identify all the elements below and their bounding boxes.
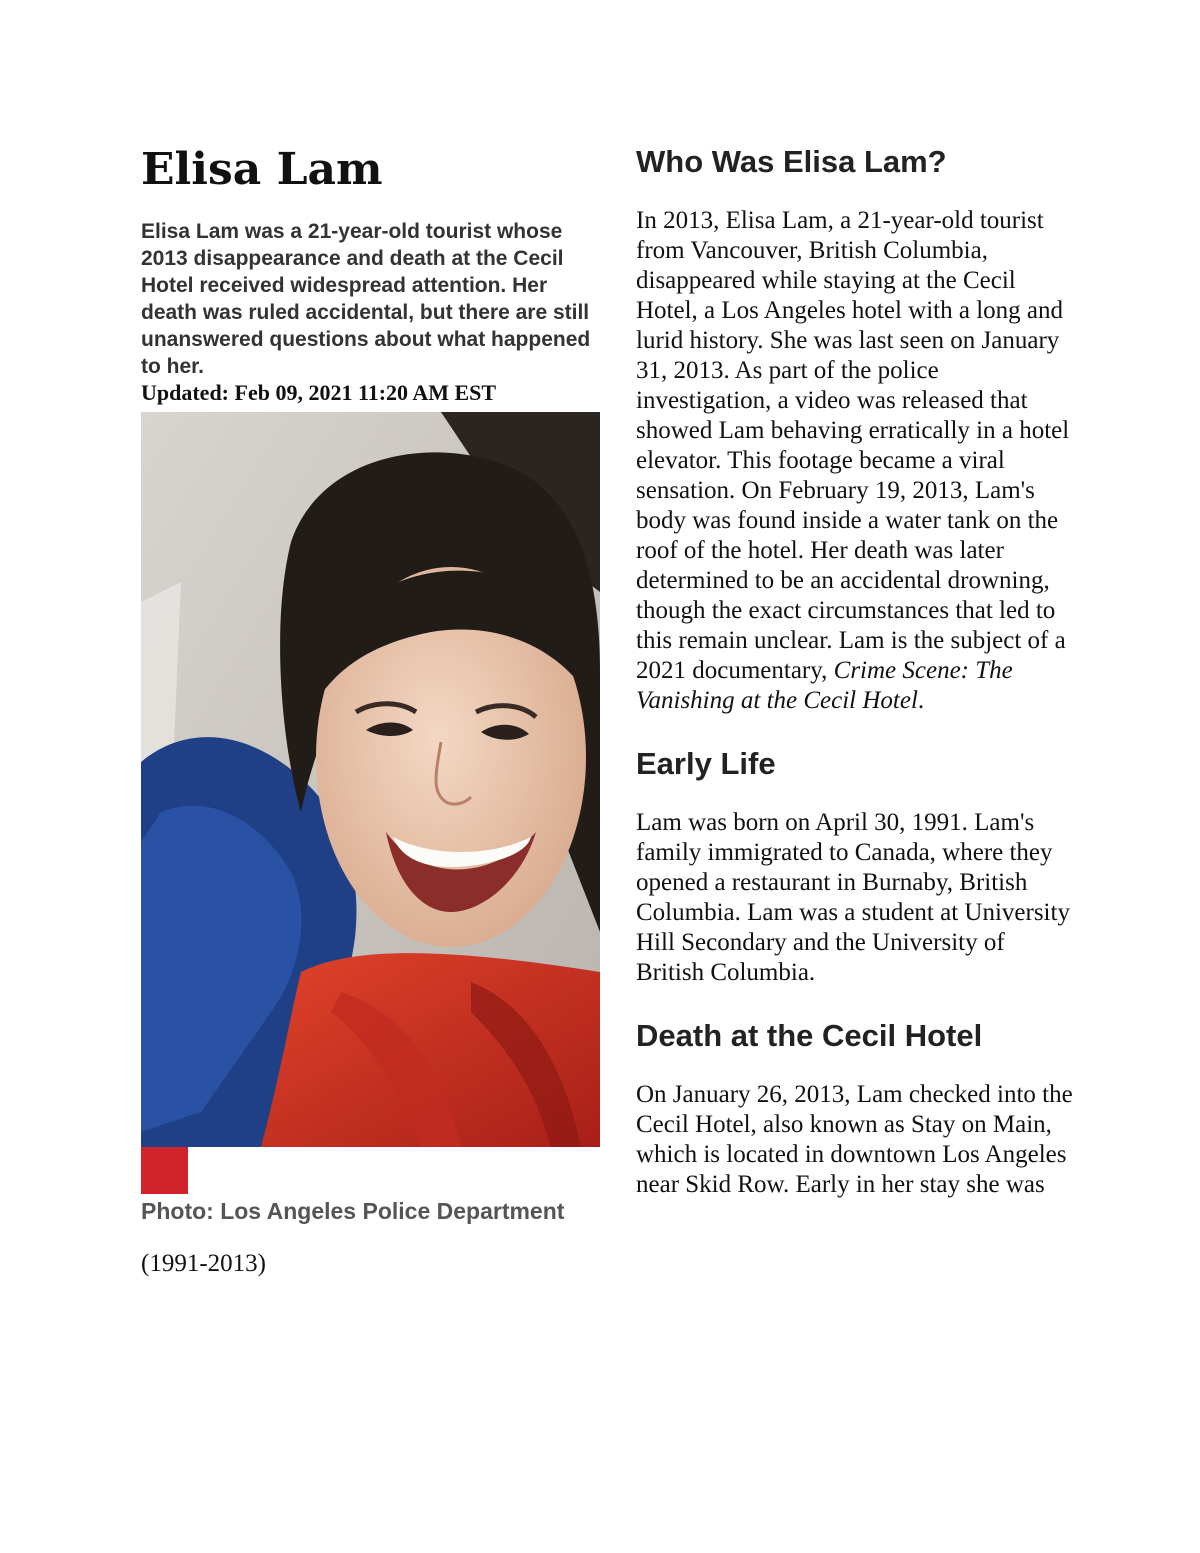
body-text-span: . bbox=[917, 687, 925, 714]
lifespan: (1991-2013) bbox=[141, 1250, 266, 1277]
section-body-who-was bbox=[636, 206, 1076, 716]
article-column bbox=[636, 142, 1076, 1228]
profile-column bbox=[141, 140, 601, 1279]
portrait-illustration bbox=[141, 412, 600, 1147]
section-heading-early-life: Early Life bbox=[636, 746, 776, 781]
section-heading-death: Death at the Cecil Hotel bbox=[636, 1018, 983, 1053]
updated-timestamp: Updated: Feb 09, 2021 11:20 AM EST bbox=[141, 380, 497, 405]
section-body-death: On January 26, 2013, Lam checked into the Cecil Hotel, also known as Stay on Main, which is located in downtown Los Angeles near Skid Row. Early in her stay she was bbox=[636, 1081, 1073, 1198]
section-body-early-life: Lam was born on April 30, 1991. Lam's family immigrated to Canada, where they opened a restaurant in Burnaby, British Columbia. Lam was a student at University Hill Secondary and the University of British Columbia. bbox=[636, 809, 1070, 986]
body-text-span: In 2013, Elisa Lam, a 21-year-old tourist from Vancouver, British Columbia, disappeared while staying at the Cecil Hotel, a Los Angeles hotel with a long and lurid history. She was last seen on January 31, 2013. As part of the police investigation, a video was released that showed Lam behaving erratically in a hotel elevator. This footage became a viral sensation. On February 19, 2013, Lam's body was found inside a water tank on the roof of the hotel. Her death was later determined to be an accidental drowning, though the exact circumstances that led to this remain unclear. Lam is the subject of a 2021 documentary, bbox=[636, 207, 1070, 684]
portrait-photo bbox=[141, 412, 600, 1147]
photo-credit: Photo: Los Angeles Police Department bbox=[141, 1198, 565, 1224]
page-title: Elisa Lam bbox=[141, 144, 383, 195]
accent-square bbox=[141, 1147, 188, 1194]
profile-summary: Elisa Lam was a 21-year-old tourist whose 2013 disappearance and death at the Cecil Hotel received widespread attention. Her death was ruled accidental, but there are still unanswered questions about what happened to her. bbox=[141, 220, 591, 378]
section-heading-who-was: Who Was Elisa Lam? bbox=[636, 144, 947, 179]
documentary-title: Crime Scene: The Vanishing at the Cecil Hotel bbox=[636, 657, 1013, 714]
